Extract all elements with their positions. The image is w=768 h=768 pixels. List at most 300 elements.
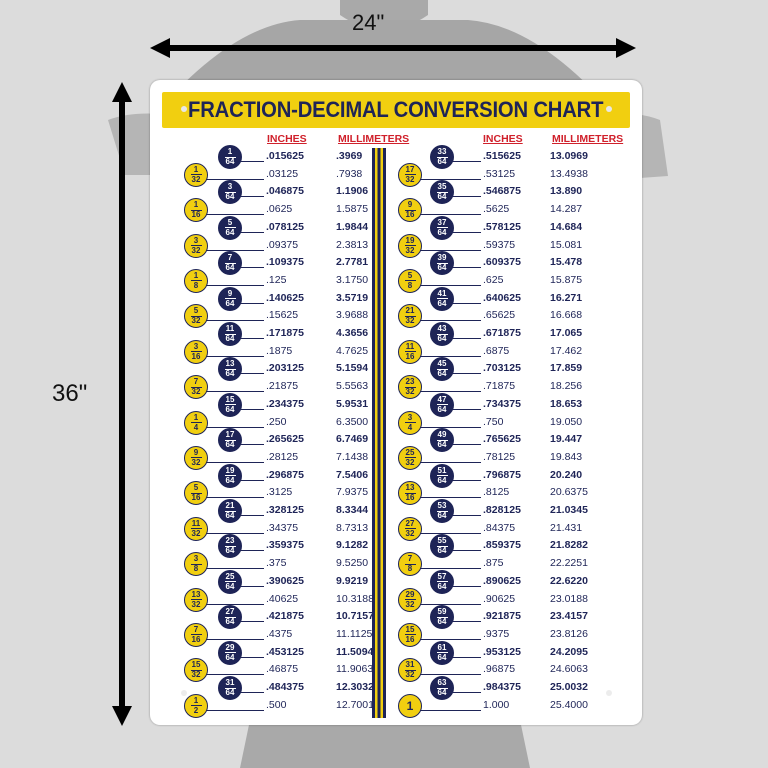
leader-line: [452, 657, 481, 658]
millimeters-value: 22.6220: [550, 574, 588, 587]
inches-value: .8125: [483, 486, 510, 499]
inches-value: .625: [483, 273, 504, 286]
fraction-denominator: 16: [405, 351, 415, 361]
fraction-numerator: 3: [407, 412, 413, 422]
fraction-numerator: 33: [437, 147, 447, 156]
inches-value: .4375: [266, 627, 293, 640]
table-row: [150, 325, 642, 343]
table-row: [150, 343, 642, 361]
inches-value: .875: [483, 557, 504, 570]
inches-value: .6875: [483, 344, 510, 357]
fraction-denominator: 32: [191, 457, 201, 467]
fraction-numerator: 1: [227, 147, 233, 156]
table-row: [150, 201, 642, 219]
inches-value: .078125: [266, 220, 304, 233]
inches-value: .015625: [266, 150, 304, 162]
fraction-numerator: 7: [193, 624, 199, 634]
fraction-numerator: 47: [437, 394, 447, 404]
table-row: [150, 166, 642, 184]
fraction-numerator: 1: [193, 695, 199, 705]
table-row: [150, 307, 642, 325]
table-row: [150, 219, 642, 237]
fraction-numerator: 29: [225, 642, 235, 652]
fraction-numerator: 53: [437, 501, 447, 510]
inches-value: .359375: [266, 539, 304, 552]
millimeters-value: 13.890: [550, 185, 583, 198]
inches-value: .546875: [483, 185, 521, 198]
table-row: [150, 183, 642, 201]
fraction-denominator: 64: [437, 227, 447, 237]
fraction-denominator: 32: [191, 316, 201, 326]
inches-value: .90625: [483, 592, 516, 605]
millimeters-value: 24.2095: [550, 645, 588, 658]
fraction-denominator: 16: [191, 210, 201, 220]
table-row: [150, 378, 642, 396]
inches-value: .71875: [483, 380, 516, 393]
fraction-denominator: 64: [225, 157, 235, 166]
fraction-numerator: 29: [405, 589, 415, 599]
millimeters-value: .7938: [336, 167, 363, 180]
fraction-numerator: 3: [227, 182, 233, 192]
inches-value: .484375: [266, 681, 304, 693]
millimeters-value: 1.9844: [336, 220, 369, 233]
table-row: [150, 449, 642, 467]
millimeters-value: 16.668: [550, 309, 583, 322]
fraction-denominator: 8: [193, 280, 199, 290]
fraction-denominator: 4: [193, 422, 199, 432]
table-row: [150, 360, 642, 378]
inches-value: .390625: [266, 574, 304, 587]
millimeters-value: 9.5250: [336, 557, 369, 570]
fraction-numerator: 9: [193, 447, 199, 457]
fraction-numerator: 1: [193, 412, 199, 422]
fraction-numerator: 7: [227, 253, 233, 263]
inches-header: INCHES: [267, 133, 307, 145]
millimeters-value: 6.7469: [336, 433, 369, 446]
fraction-denominator: 64: [225, 298, 235, 308]
millimeters-value: 21.8282: [550, 539, 588, 552]
leader-line: [420, 604, 481, 605]
fraction-numerator: 59: [437, 607, 447, 617]
millimeters-value: 23.0188: [550, 592, 588, 605]
inches-value: .765625: [483, 433, 521, 446]
inches-value: .328125: [266, 504, 304, 516]
inches-value: 1.000: [483, 698, 510, 711]
millimeters-value: 4.7625: [336, 344, 369, 357]
millimeters-value: 7.9375: [336, 486, 369, 499]
leader-line: [452, 621, 481, 622]
fraction-badge: [398, 694, 422, 718]
fraction-numerator: 13: [225, 359, 235, 369]
inches-value: .890625: [483, 574, 521, 587]
inches-value: .750: [483, 415, 504, 428]
fraction-numerator: 7: [193, 377, 199, 387]
inches-value: .375: [266, 557, 287, 570]
leader-line: [452, 409, 481, 410]
fraction-denominator: 32: [191, 599, 201, 609]
millimeters-value: 7.1438: [336, 450, 369, 463]
fraction-numerator: 19: [405, 235, 415, 245]
millimeters-value: 1.1906: [336, 185, 369, 198]
leader-line: [420, 462, 481, 463]
fraction-numerator: 11: [225, 324, 235, 333]
fraction-denominator: 64: [225, 546, 235, 556]
fraction-numerator: 63: [437, 678, 447, 687]
leader-line: [420, 391, 481, 392]
leader-line: [452, 444, 481, 445]
inches-value: .265625: [266, 433, 304, 446]
leader-line: [420, 674, 481, 675]
fraction-denominator: 32: [405, 528, 415, 538]
fraction-numerator: 21: [405, 306, 415, 316]
millimeters-value: 25.0032: [550, 681, 588, 693]
inches-value: .53125: [483, 167, 516, 180]
inches-value: .515625: [483, 150, 521, 162]
fraction-numerator: 15: [191, 660, 201, 670]
table-row: [150, 644, 642, 662]
leader-line: [452, 161, 481, 162]
millimeters-value: 3.1750: [336, 273, 369, 286]
inches-value: .21875: [266, 380, 299, 393]
inches-value: .953125: [483, 645, 521, 658]
millimeters-value: 14.287: [550, 203, 583, 216]
fraction-numerator: 23: [405, 377, 415, 387]
inches-value: .296875: [266, 468, 304, 481]
inches-value: .28125: [266, 450, 299, 463]
table-row: [150, 608, 642, 626]
chart-title: FRACTION-DECIMAL CONVERSION CHART: [188, 97, 604, 122]
inches-value: .0625: [266, 203, 293, 216]
millimeters-value: 18.653: [550, 397, 583, 410]
millimeters-value: 22.2251: [550, 557, 588, 570]
millimeters-value: 8.7313: [336, 521, 369, 534]
millimeters-header: MILLIMETERS: [338, 133, 410, 145]
fraction-denominator: 64: [437, 652, 447, 662]
fraction-numerator: 49: [437, 430, 447, 440]
fraction-denominator: 64: [437, 404, 447, 414]
millimeters-value: 11.9063: [336, 663, 374, 676]
fraction-numerator: 21: [225, 501, 235, 510]
fraction-numerator: 11: [405, 341, 415, 351]
inches-value: .609375: [483, 256, 521, 269]
leader-line: [420, 497, 481, 498]
inches-value: .65625: [483, 309, 516, 322]
table-row: [150, 626, 642, 644]
millimeters-value: 13.0969: [550, 150, 588, 162]
mount-hole: [606, 106, 612, 112]
table-row: [150, 254, 642, 272]
inches-value: .59375: [483, 238, 516, 251]
leader-line: [420, 533, 481, 534]
millimeters-value: 5.5563: [336, 380, 369, 393]
millimeters-value: 19.843: [550, 450, 583, 463]
fraction-numerator: 55: [437, 536, 447, 546]
fraction-denominator: 64: [225, 404, 235, 414]
conversion-chart-poster: [150, 80, 642, 725]
millimeters-value: 23.8126: [550, 627, 588, 640]
inches-value: .96875: [483, 663, 516, 676]
fraction-denominator: 16: [191, 634, 201, 644]
mount-hole: [181, 106, 187, 112]
millimeters-value: 17.462: [550, 344, 583, 357]
leader-line: [452, 196, 481, 197]
leader-line: [420, 710, 481, 711]
fraction-denominator: 64: [437, 688, 447, 697]
fraction-denominator: 64: [225, 688, 235, 697]
leader-line: [420, 427, 481, 428]
inches-value: .15625: [266, 309, 299, 322]
inches-value: .09375: [266, 238, 299, 251]
millimeters-value: 5.9531: [336, 397, 369, 410]
millimeters-header-right: MILLIMETERS: [552, 133, 624, 145]
leader-line: [452, 373, 481, 374]
inches-value: .5625: [483, 203, 510, 216]
leader-line: [420, 179, 481, 180]
fraction-numerator: 37: [437, 217, 447, 227]
fraction-denominator: 64: [437, 298, 447, 308]
fraction-numerator: 13: [191, 589, 201, 599]
millimeters-value: 19.050: [550, 415, 583, 428]
fraction-denominator: 32: [191, 245, 201, 255]
table-row: [150, 555, 642, 573]
leader-line: [452, 515, 481, 516]
fraction-denominator: 32: [405, 316, 415, 326]
fraction-denominator: 8: [407, 564, 413, 574]
fraction-denominator: 16: [405, 493, 415, 503]
fraction-denominator: 64: [225, 263, 235, 273]
inches-value: .828125: [483, 504, 521, 516]
table-row: [150, 661, 642, 679]
fraction-denominator: 16: [405, 210, 415, 220]
inches-value: .03125: [266, 167, 299, 180]
fraction-denominator: 32: [405, 245, 415, 255]
fraction-denominator: 32: [405, 599, 415, 609]
fraction-denominator: 8: [193, 564, 199, 574]
millimeters-value: 21.0345: [550, 504, 588, 516]
millimeters-value: 8.3344: [336, 504, 369, 516]
millimeters-value: 16.271: [550, 291, 583, 304]
fraction-denominator: 64: [437, 511, 447, 520]
millimeters-value: 9.9219: [336, 574, 369, 587]
fraction-denominator: 64: [225, 511, 235, 520]
millimeters-value: 6.3500: [336, 415, 369, 428]
fraction-numerator: 61: [437, 642, 447, 652]
fraction-numerator: 23: [225, 536, 235, 546]
fraction-numerator: 1: [193, 200, 199, 210]
fraction-numerator: 5: [193, 483, 199, 493]
leader-line: [452, 480, 481, 481]
inches-value: .250: [266, 415, 287, 428]
fraction-numerator: 1: [193, 164, 199, 174]
fraction-numerator: 9: [407, 200, 413, 210]
leader-line: [420, 285, 481, 286]
table-row: [150, 484, 642, 502]
fraction-denominator: 64: [225, 475, 235, 485]
inches-value: .453125: [266, 645, 304, 658]
fraction-numerator: 5: [407, 270, 413, 280]
inches-value: .703125: [483, 362, 521, 375]
fraction-numerator: 9: [227, 288, 233, 298]
fraction-numerator: 27: [405, 518, 415, 528]
fraction-denominator: 16: [191, 493, 201, 503]
inches-value: .234375: [266, 397, 304, 410]
leader-line: [452, 232, 481, 233]
millimeters-value: 10.3188: [336, 592, 374, 605]
inches-value: .500: [266, 698, 287, 711]
leader-line: [452, 550, 481, 551]
leader-line: [452, 303, 481, 304]
fraction-denominator: 32: [405, 387, 415, 397]
fraction-denominator: 16: [191, 351, 201, 361]
millimeters-value: 21.431: [550, 521, 583, 534]
fraction-denominator: 64: [225, 227, 235, 237]
millimeters-value: 9.1282: [336, 539, 369, 552]
leader-line: [420, 639, 481, 640]
inches-value: .3125: [266, 486, 293, 499]
table-row: [150, 467, 642, 485]
fraction-numerator: 41: [437, 288, 447, 298]
leader-line: [452, 338, 481, 339]
millimeters-value: 12.3032: [336, 681, 374, 693]
fraction-denominator: 64: [225, 652, 235, 662]
fraction-numerator: 3: [193, 235, 199, 245]
inches-value: .34375: [266, 521, 299, 534]
fraction-denominator: 64: [437, 440, 447, 450]
mount-hole: [606, 690, 612, 696]
inches-value: .1875: [266, 344, 293, 357]
millimeters-value: 15.081: [550, 238, 583, 251]
fraction-denominator: 32: [405, 457, 415, 467]
fraction-numerator: 51: [437, 465, 447, 475]
millimeters-value: 17.065: [550, 327, 583, 339]
inches-value: .9375: [483, 627, 510, 640]
mount-hole: [181, 690, 187, 696]
fraction-numerator: 1: [193, 270, 199, 280]
width-label: 24": [352, 10, 385, 35]
inches-value: .109375: [266, 256, 304, 269]
inches-value: .578125: [483, 220, 521, 233]
millimeters-value: 2.7781: [336, 256, 369, 269]
fraction-denominator: 64: [225, 617, 235, 627]
fraction-denominator: 64: [225, 334, 235, 343]
millimeters-value: 7.5406: [336, 468, 369, 481]
table-row: [150, 679, 642, 697]
inches-value: .84375: [483, 521, 516, 534]
inches-value: .984375: [483, 681, 521, 693]
leader-line: [420, 356, 481, 357]
fraction-denominator: 32: [191, 387, 201, 397]
inches-value: .734375: [483, 397, 521, 410]
inches-value: .046875: [266, 185, 304, 198]
millimeters-value: 20.6375: [550, 486, 588, 499]
inches-value: .171875: [266, 327, 304, 339]
leader-line: [420, 214, 481, 215]
millimeters-value: 10.7157: [336, 610, 374, 623]
inches-value: .78125: [483, 450, 516, 463]
fraction-numerator: 7: [407, 554, 413, 564]
fraction-numerator: 5: [193, 306, 199, 316]
fraction-numerator: 31: [405, 660, 415, 670]
table-row: [150, 414, 642, 432]
inches-value: .421875: [266, 610, 304, 623]
inches-value: .40625: [266, 592, 299, 605]
millimeters-value: 12.7001: [336, 698, 374, 711]
table-row: [150, 591, 642, 609]
inches-value: .203125: [266, 362, 304, 375]
inches-value: .796875: [483, 468, 521, 481]
fraction-numerator: 3: [193, 341, 199, 351]
millimeters-value: 23.4157: [550, 610, 588, 623]
fraction-numerator: 19: [225, 465, 235, 475]
table-row: [150, 697, 642, 715]
fraction-denominator: 64: [437, 192, 447, 202]
fraction-denominator: 64: [437, 369, 447, 379]
fraction-denominator: 64: [437, 546, 447, 556]
fraction-denominator: 64: [437, 157, 447, 166]
fraction-denominator: 32: [405, 670, 415, 680]
fraction-numerator: 3: [193, 554, 199, 564]
title-bar: [162, 92, 630, 128]
millimeters-value: 25.4000: [550, 698, 588, 711]
leader-line: [452, 692, 481, 693]
table-row: [150, 272, 642, 290]
table-row: [150, 396, 642, 414]
inches-header-right: INCHES: [483, 133, 523, 145]
inches-value: .140625: [266, 291, 304, 304]
millimeters-value: .3969: [336, 150, 363, 162]
table-row: [150, 502, 642, 520]
table-row: [150, 520, 642, 538]
millimeters-value: 11.5094: [336, 645, 374, 658]
leader-line: [420, 320, 481, 321]
millimeters-value: 18.256: [550, 380, 583, 393]
fraction-denominator: 32: [191, 174, 201, 184]
fraction-denominator: 64: [437, 263, 447, 273]
table-row: [150, 148, 642, 166]
fraction-numerator: 13: [405, 483, 415, 493]
leader-line: [420, 250, 481, 251]
fraction-numerator: 25: [225, 571, 235, 581]
millimeters-value: 17.859: [550, 362, 583, 375]
height-label: 36": [52, 380, 88, 407]
inches-value: .46875: [266, 663, 299, 676]
fraction-denominator: 64: [225, 581, 235, 591]
fraction-denominator: 64: [225, 369, 235, 379]
fraction-denominator: 2: [193, 705, 199, 715]
fraction-denominator: 64: [225, 440, 235, 450]
fraction-denominator: 64: [225, 192, 235, 202]
fraction-numerator: 27: [225, 607, 235, 617]
millimeters-value: 4.3656: [336, 327, 369, 339]
inches-value: .921875: [483, 610, 521, 623]
millimeters-value: 13.4938: [550, 167, 588, 180]
millimeters-value: 19.447: [550, 433, 583, 446]
millimeters-value: 1.5875: [336, 203, 369, 216]
fraction-denominator: 32: [191, 528, 201, 538]
inches-value: .640625: [483, 291, 521, 304]
fraction-denominator: 64: [437, 581, 447, 591]
millimeters-value: 14.684: [550, 220, 583, 233]
millimeters-value: 15.478: [550, 256, 583, 269]
inches-value: .859375: [483, 539, 521, 552]
fraction-whole: 1: [406, 698, 414, 713]
fraction-numerator: 45: [437, 359, 447, 369]
fraction-numerator: 5: [227, 217, 233, 227]
fraction-numerator: 25: [405, 447, 415, 457]
millimeters-value: 3.5719: [336, 291, 369, 304]
millimeters-value: 24.6063: [550, 663, 588, 676]
fraction-numerator: 11: [191, 518, 201, 528]
